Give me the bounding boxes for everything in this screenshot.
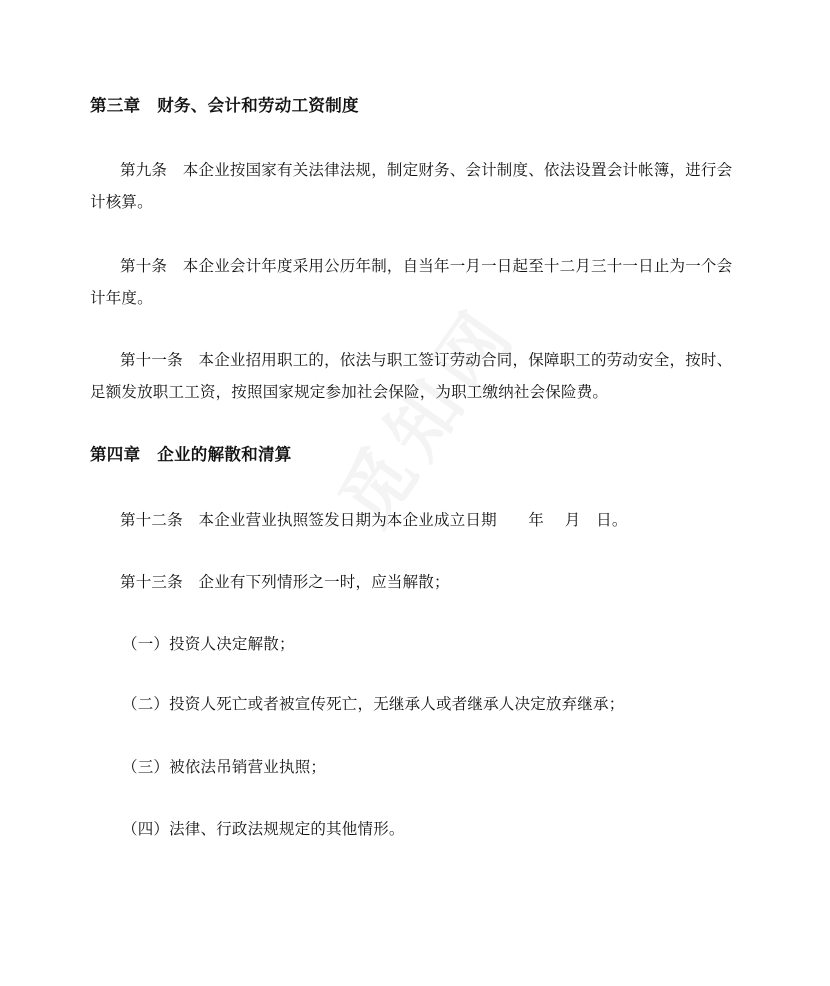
article-9-line-2: 计核算。 bbox=[90, 193, 153, 211]
article-11-line-2: 足额发放职工工资，按照国家规定参加社会保险，为职工缴纳社会保险费。 bbox=[90, 383, 609, 401]
article-12: 第十二条 本企业营业执照签发日期为本企业成立日期 年 月 日。 bbox=[120, 511, 628, 529]
list-item: （一）投资人决定解散； bbox=[122, 635, 295, 653]
list-item: （四）法律、行政法规规定的其他情形。 bbox=[122, 820, 405, 838]
article-10-line-2: 计年度。 bbox=[90, 289, 153, 307]
article-9-line-1: 第九条 本企业按国家有关法律法规，制定财务、会计制度、依法设置会计帐簿，进行会 bbox=[120, 161, 733, 179]
article-10-line-1: 第十条 本企业会计年度采用公历年制，自当年一月一日起至十二月三十一日止为一个会 bbox=[120, 257, 733, 275]
list-item: （二）投资人死亡或者被宣传死亡，无继承人或者继承人决定放弃继承； bbox=[122, 695, 625, 713]
list-item: （三）被依法吊销营业执照； bbox=[122, 758, 327, 776]
watermark bbox=[310, 281, 536, 542]
article-13: 第十三条 企业有下列情形之一时，应当解散； bbox=[120, 573, 450, 591]
chapter-3-heading: 第三章 财务、会计和劳动工资制度 bbox=[90, 96, 359, 115]
article-11-line-1: 第十一条 本企业招用职工的，依法与职工签订劳动合同，保障职工的劳动安全，按时、 bbox=[120, 351, 733, 369]
chapter-4-heading: 第四章 企业的解散和清算 bbox=[90, 445, 292, 464]
